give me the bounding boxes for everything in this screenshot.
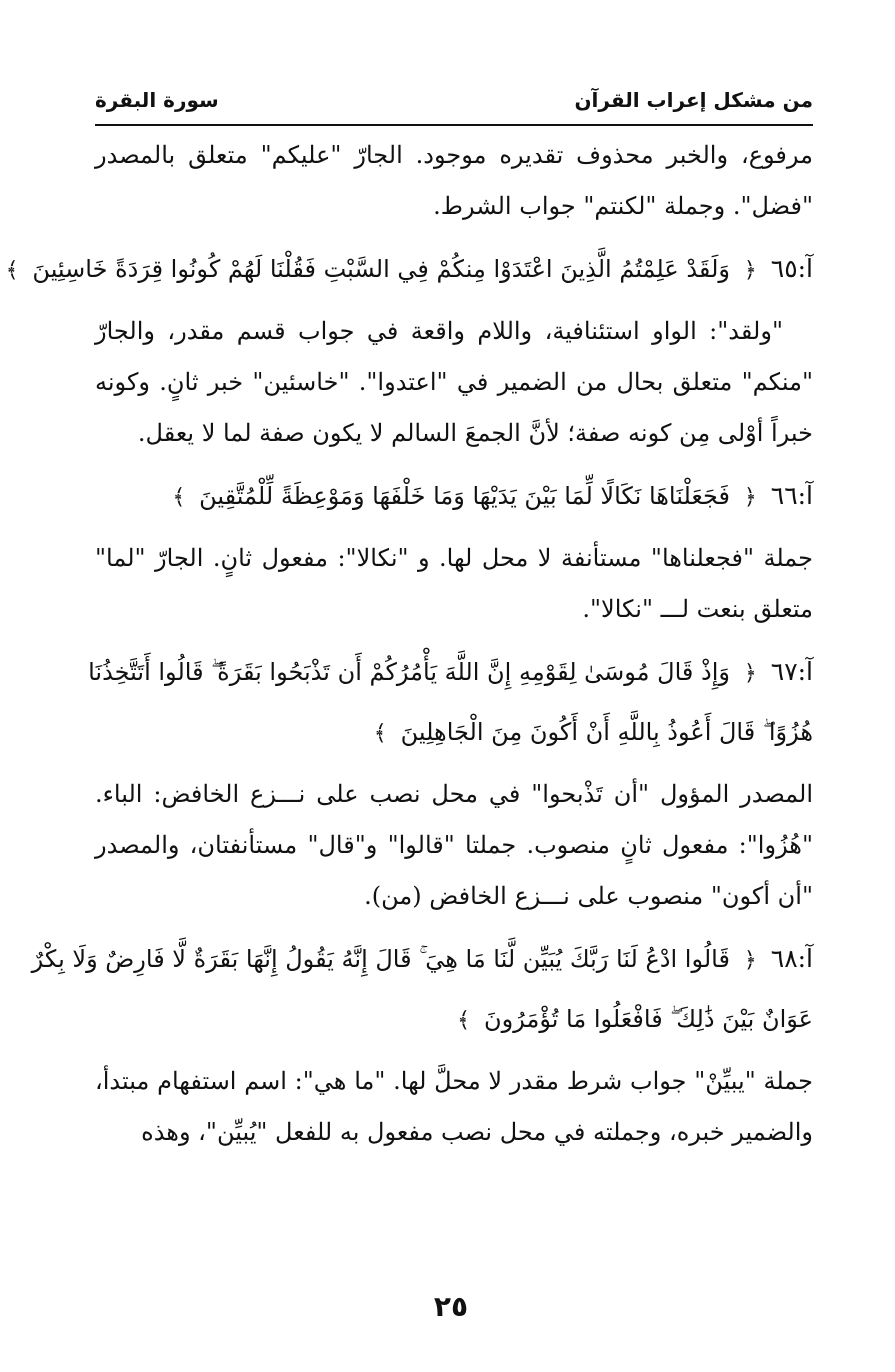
paragraph-1: مرفوع، والخبر محذوف تقديره موجود. الجارّ "عليكم" متعلق بالمصدر "فضل". وجملة "لكنتم" جواب الشرط.	[95, 141, 813, 220]
ornate-bracket-close-icon: ﴾	[457, 1008, 471, 1033]
verse-line	[95, 467, 813, 527]
ornate-bracket-open-icon: ﴿	[743, 485, 757, 510]
book-title: من مشكل إعراب القرآن	[574, 88, 813, 112]
verse-66	[95, 467, 813, 527]
ornate-bracket-close-icon: ﴾	[172, 485, 186, 510]
verse-ref: آ:٦٧	[770, 657, 813, 686]
ornate-bracket-close-icon: ﴾	[373, 721, 387, 746]
verse-line	[5, 240, 813, 300]
verse-line-continued	[95, 990, 813, 1050]
verse-ref: آ:٦٥	[770, 254, 813, 283]
ornate-bracket-open-icon: ﴿	[743, 948, 757, 973]
verse-68	[31, 930, 813, 1050]
verse-text: قَالُوا ادْعُ لَنَا رَبَّكَ يُبَيِّن لَّنَا مَا هِيَ ۚ قَالَ إِنَّهُ يَقُولُ إِنَّهَا بَقَرَةٌ لَّا فَارِضٌ وَلَا بِكْرٌ	[31, 945, 730, 973]
verse-67	[88, 643, 813, 763]
paragraph-4: المصدر المؤول "أن تَذْبحوا" في محل نصب على نـــزع الخافض: الباء. "هُزُوا": مفعول ثانٍ منصوب. جملتا "قالوا" و"قال" مستأنفتان، والمصدر "أن أكون" منصوب على نـــزع الخافض (من).	[95, 780, 813, 910]
verse-line	[88, 643, 813, 703]
verse-text: فَجَعَلْنَاهَا نَكَالًا لِّمَا بَيْنَ يَدَيْهَا وَمَا خَلْفَهَا وَمَوْعِظَةً لِّلْمُتَّقِينَ	[199, 482, 730, 510]
book-page	[7, 0, 895, 1372]
paragraph-5: جملة "يبيِّنْ" جواب شرط مقدر لا محلَّ لها. "ما هي": اسم استفهام مبتدأ، والضمير خبره، وجملته في محل نصب مفعول به للفعل "يُبيِّن"، وهذه	[95, 1067, 813, 1146]
verse-65	[5, 240, 813, 300]
surah-title: سورة البقرة	[95, 88, 219, 112]
page-number: ٢٥	[433, 1290, 469, 1323]
verse-line-continued	[95, 703, 813, 763]
ornate-bracket-open-icon: ﴿	[743, 258, 757, 283]
paragraph-2: "ولقد": الواو استئنافية، واللام واقعة في جواب قسم مقدر، والجارّ "منكم" متعلق بحال من الضمير في "اعتدوا". "خاسئين" خبر ثانٍ. وكونه خبراً أوْلى مِن كونه صفة؛ لأنَّ الجمعَ السالم لا يكون صفة لما لا يعقل.	[95, 317, 813, 447]
verse-ref: آ:٦٨	[770, 944, 813, 973]
verse-text: هُزُوًا ۖ قَالَ أَعُوذُ بِاللَّهِ أَنْ أَكُونَ مِنَ الْجَاهِلِينَ	[400, 718, 813, 746]
verse-text: عَوَانٌ بَيْنَ ذَٰلِكَ ۖ فَافْعَلُوا مَا تُؤْمَرُونَ	[484, 1005, 813, 1033]
verse-text: وَإِذْ قَالَ مُوسَىٰ لِقَوْمِهِ إِنَّ اللَّهَ يَأْمُرُكُمْ أَن تَذْبَحُوا بَقَرَةً ۖ قَالُوا أَتَتَّخِذُنَا	[88, 658, 730, 686]
verse-text: وَلَقَدْ عَلِمْتُمُ الَّذِينَ اعْتَدَوْا مِنكُمْ فِي السَّبْتِ فَقُلْنَا لَهُمْ كُونُوا قِرَدَةً خَاسِئِينَ	[32, 255, 730, 283]
ornate-bracket-open-icon: ﴿	[743, 661, 757, 686]
ornate-bracket-close-icon: ﴾	[5, 258, 19, 283]
paragraph-3: جملة "فجعلناها" مستأنفة لا محل لها. و "نكالا": مفعول ثانٍ. الجارّ "لما" متعلق بنعت لـــ "نكالا".	[95, 544, 813, 623]
verse-line	[31, 930, 813, 990]
page-body	[5, 130, 813, 1158]
verse-ref: آ:٦٦	[770, 481, 813, 510]
running-header	[95, 80, 813, 126]
